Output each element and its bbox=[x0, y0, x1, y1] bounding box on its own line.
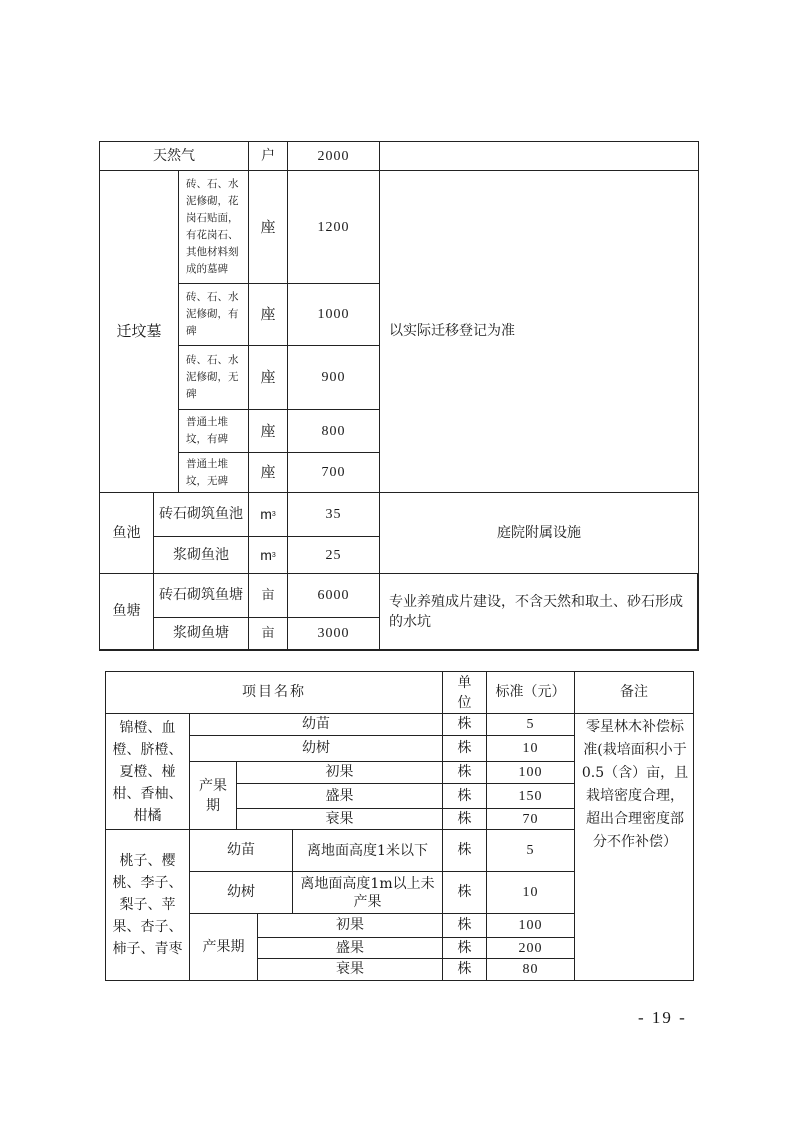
group2-stage: 衰果 bbox=[257, 958, 443, 981]
grave-value: 1200 bbox=[287, 170, 380, 284]
grave-value: 1000 bbox=[287, 283, 380, 346]
group2-stage: 初果 bbox=[257, 913, 443, 938]
grave-value: 700 bbox=[287, 452, 380, 493]
group1-value: 5 bbox=[486, 713, 575, 736]
group2-value: 5 bbox=[486, 829, 575, 872]
fishpool-type: 浆砌鱼池 bbox=[153, 536, 249, 574]
header-standard: 标准（元） bbox=[486, 671, 575, 714]
fishpond-unit: 亩 bbox=[248, 573, 288, 618]
group1-unit: 株 bbox=[442, 783, 487, 809]
group2-unit: 株 bbox=[442, 829, 487, 872]
group2-stage: 盛果 bbox=[257, 937, 443, 959]
unit-sup: 3 bbox=[271, 511, 276, 518]
grave-type: 普通土堆坟，有碑 bbox=[178, 409, 249, 453]
grave-type: 砖、石、水泥修砌，有碑 bbox=[178, 283, 249, 346]
grave-value: 800 bbox=[287, 409, 380, 453]
grave-value: 900 bbox=[287, 345, 380, 410]
grave-type: 砖、石、水泥修砌，无碑 bbox=[178, 345, 249, 410]
group2-desc: 离地面高度1米以下 bbox=[292, 829, 443, 872]
grave-unit: 座 bbox=[248, 345, 288, 410]
page-number: - 19 - bbox=[638, 1008, 687, 1027]
group1-fruiting-label: 产果期 bbox=[189, 761, 237, 830]
unit-text: m bbox=[260, 506, 272, 522]
fishpond-unit: 亩 bbox=[248, 617, 288, 651]
group1-stage: 盛果 bbox=[236, 783, 443, 809]
gas-remark bbox=[379, 141, 699, 171]
group1-value: 10 bbox=[486, 735, 575, 762]
grave-type: 砖、石、水泥修砌，花岗石贴面，有花岗石、其他材料刻成的墓碑 bbox=[178, 170, 249, 284]
group1-unit: 株 bbox=[442, 761, 487, 784]
grave-unit: 座 bbox=[248, 452, 288, 493]
group2-unit: 株 bbox=[442, 913, 487, 938]
fishpool-value: 35 bbox=[287, 492, 380, 537]
fishpond-remark: 专业养殖成片建设，不含天然和取土、砂石形成的水坑 bbox=[379, 573, 699, 651]
grave-unit: 座 bbox=[248, 283, 288, 346]
fishpond-type: 砖石砌筑鱼塘 bbox=[153, 573, 249, 618]
group2-value: 100 bbox=[486, 913, 575, 938]
group2-value: 200 bbox=[486, 937, 575, 959]
group2-fruiting-label: 产果期 bbox=[189, 913, 258, 981]
group1-stage: 衰果 bbox=[236, 808, 443, 830]
trees-remark: 零星林木补偿标准(栽培面积小于0.5（含）亩，且栽培密度合理，超出合理密度部分不作补偿） bbox=[574, 713, 694, 981]
fishpool-value: 25 bbox=[287, 536, 380, 574]
group1-name: 锦橙、血橙、脐橙、夏橙、椪柑、香柚、柑橘 bbox=[105, 713, 190, 830]
unit-sup: 3 bbox=[271, 551, 276, 559]
group1-value: 150 bbox=[486, 783, 575, 809]
grave-type: 普通土堆坟，无碑 bbox=[178, 452, 249, 493]
group2-value: 80 bbox=[486, 958, 575, 981]
group2-value: 10 bbox=[486, 871, 575, 914]
group1-stage: 幼苗 bbox=[189, 713, 443, 736]
group2-stage: 幼树 bbox=[189, 871, 293, 914]
group1-stage: 幼树 bbox=[189, 735, 443, 762]
fishpool-unit bbox=[248, 536, 288, 574]
unit-text: m bbox=[260, 546, 272, 563]
group2-unit: 株 bbox=[442, 958, 487, 981]
group2-desc: 离地面高度1m以上未产果 bbox=[292, 871, 443, 914]
group1-unit: 株 bbox=[442, 713, 487, 736]
fishpool-type: 砖石砌筑鱼池 bbox=[153, 492, 249, 537]
grave-name: 迁坟墓 bbox=[99, 170, 179, 493]
group2-unit: 株 bbox=[442, 937, 487, 959]
grave-remark: 以实际迁移登记为准 bbox=[379, 170, 699, 493]
gas-unit: 户 bbox=[248, 141, 288, 171]
group1-value: 70 bbox=[486, 808, 575, 830]
fishpool-name: 鱼池 bbox=[99, 492, 154, 574]
group2-stage: 幼苗 bbox=[189, 829, 293, 872]
grave-unit: 座 bbox=[248, 170, 288, 284]
group2-unit: 株 bbox=[442, 871, 487, 914]
gas-value: 2000 bbox=[287, 141, 380, 171]
group1-value: 100 bbox=[486, 761, 575, 784]
fishpool-unit bbox=[248, 492, 288, 537]
header-unit: 单位 bbox=[442, 671, 487, 714]
fishpond-name: 鱼塘 bbox=[99, 573, 154, 651]
header-item-name: 项目名称 bbox=[105, 671, 443, 714]
fishpool-remark: 庭院附属设施 bbox=[379, 492, 699, 574]
group2-name: 桃子、樱桃、李子、梨子、苹果、杏子、柿子、青枣 bbox=[105, 829, 190, 981]
fishpond-type: 浆砌鱼塘 bbox=[153, 617, 249, 651]
fishpond-value: 3000 bbox=[287, 617, 380, 651]
group1-stage: 初果 bbox=[236, 761, 443, 784]
fishpond-value: 6000 bbox=[287, 573, 380, 618]
header-remark: 备注 bbox=[574, 671, 694, 714]
gas-name: 天然气 bbox=[99, 141, 249, 171]
group1-unit: 株 bbox=[442, 808, 487, 830]
group1-unit: 株 bbox=[442, 735, 487, 762]
grave-unit: 座 bbox=[248, 409, 288, 453]
